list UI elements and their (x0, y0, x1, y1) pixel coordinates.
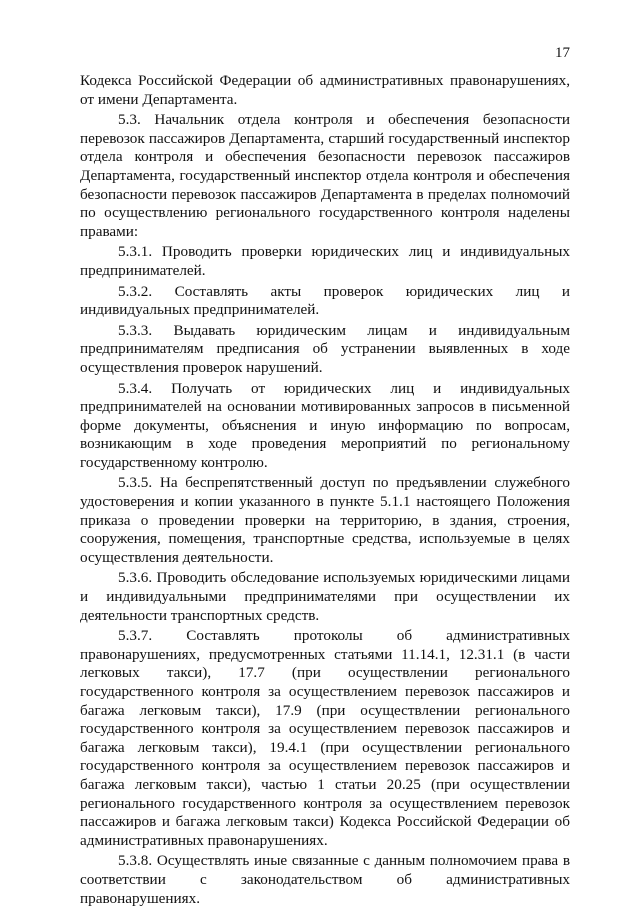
paragraph-5-3-2: 5.3.2. Составлять акты проверок юридических лиц и индивидуальных предпринимателей. (80, 282, 570, 319)
paragraph-5-3-8: 5.3.8. Осуществлять иные связанные с данным полномочием права в соответствии с законодательством об административных правонарушениях. (80, 852, 570, 907)
paragraph-5-3-4: 5.3.4. Получать от юридических лиц и индивидуальных предпринимателей на основании мотивированных запросов в письменной форме документы, объяснения и иную информацию по вопросам, возникающим в ходе проведения мероприятий по региональному государственному контролю. (80, 379, 570, 471)
document-body (80, 72, 570, 908)
paragraph-5-3: 5.3. Начальник отдела контроля и обеспечения безопасности перевозок пассажиров Департамента, старший государственный инспектор отдела контроля и обеспечения безопасности перевозок пассажиров Департамента, государственный инспектор отдела контроля и обеспечения безопасности перевозок пассажиров Департамента в пределах полномочий по осуществлению регионального государственного контроля наделены правами: (80, 111, 570, 240)
page-number: 17 (555, 45, 570, 61)
paragraph-5-3-1: 5.3.1. Проводить проверки юридических лиц и индивидуальных предпринимателей. (80, 243, 570, 279)
paragraph-5-3-6: 5.3.6. Проводить обследование используемых юридическими лицами и индивидуальными предпринимателями при осуществлении их деятельности транспортных средств. (80, 569, 570, 624)
paragraph-continuation: Кодекса Российской Федерации об административных правонарушениях, от имени Департамента. (80, 72, 570, 108)
paragraph-5-3-7: 5.3.7. Составлять протоколы об административных правонарушениях, предусмотренных статьями 11.14.1, 12.31.1 (в части легковых такси), 17.7 (при осуществлении регионального государственного контроля за осуществлением перевозок пассажиров и багажа легковым такси), 17.9 (при осуществлении регионального государственного контроля за осуществлением перевозок пассажиров и багажа легковым такси), 19.4.1 (при осуществлении регионального государственного контроля за осуществлением перевозок пассажиров и багажа легковым такси), частью 1 статьи 20.25 (при осуществлении регионального государственного контроля за осуществлением перевозок пассажиров и багажа легковым такси) Кодекса Российской Федерации об административных правонарушениях. (80, 627, 570, 849)
paragraph-5-3-5: 5.3.5. На беспрепятственный доступ по предъявлении служебного удостоверения и копии указанного в пункте 5.1.1 настоящего Положения приказа о проведении проверки на территорию, в здания, строения, сооружения, помещения, транспортные средства, используемые в целях осуществления деятельности. (80, 474, 570, 566)
paragraph-5-3-3: 5.3.3. Выдавать юридическим лицам и индивидуальным предпринимателям предписания об устранении выявленных в ходе осуществления проверок нарушений. (80, 321, 570, 376)
